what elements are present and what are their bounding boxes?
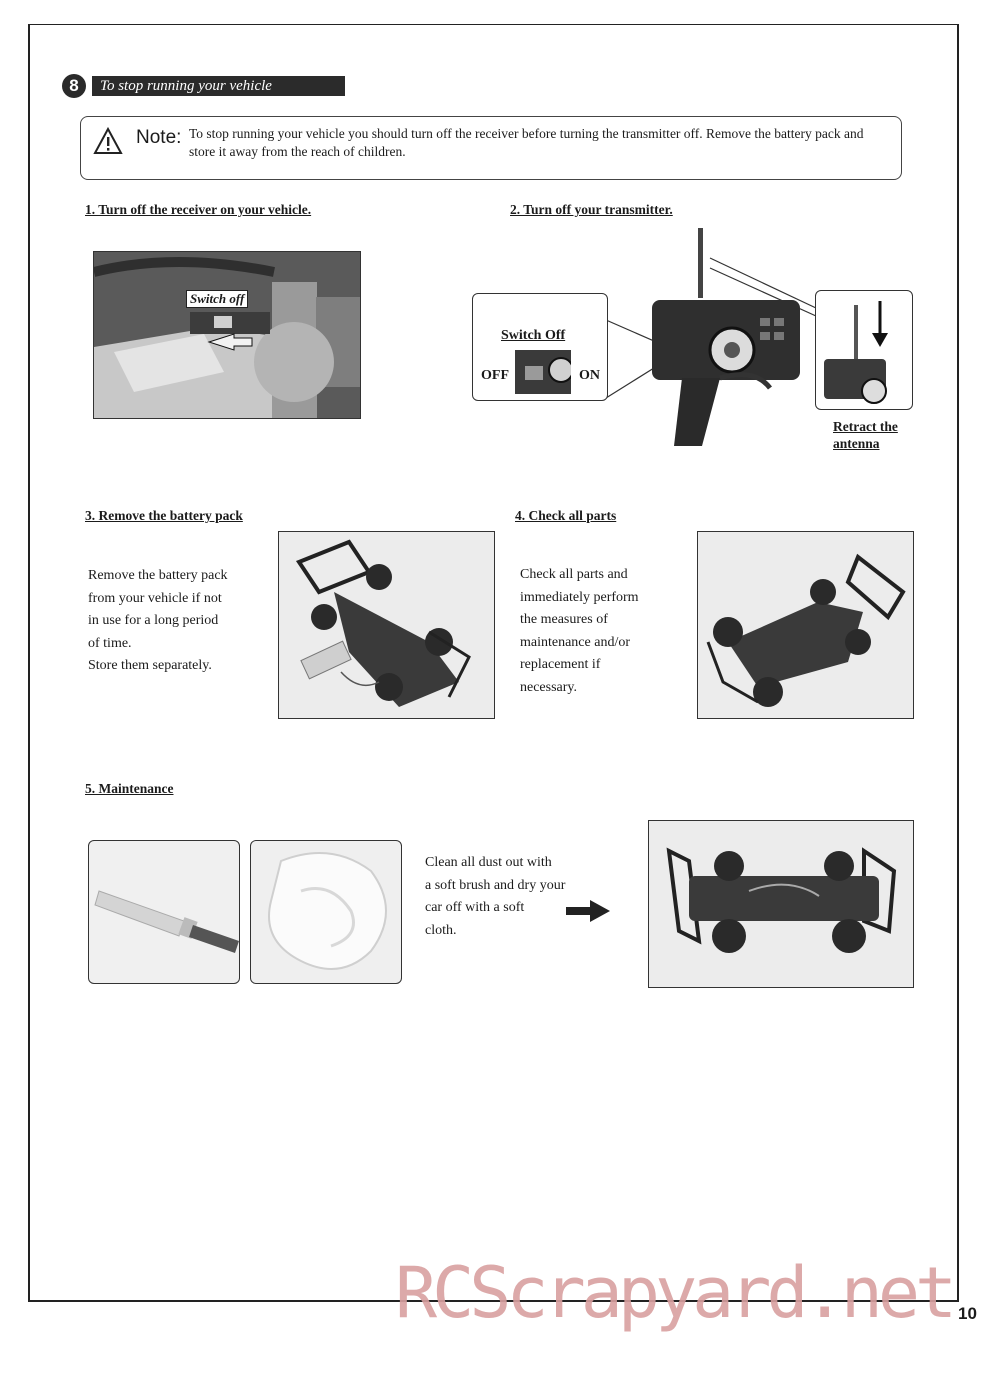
- note-box: [80, 116, 902, 180]
- brush-photo: [88, 840, 240, 984]
- on-label: ON: [579, 368, 600, 383]
- step5-text: [425, 852, 565, 942]
- page-number: 10: [958, 1304, 977, 1323]
- step3-text: [88, 565, 228, 678]
- check-parts-photo: [697, 531, 914, 719]
- step4-line: necessary.: [520, 679, 578, 695]
- switch-off-callout-title: Switch Off: [501, 328, 566, 343]
- note-text: To stop running your vehicle you should turn off the receiver before turning the transmitter off. Remove the battery pack and store it away from the reach of children.: [189, 126, 864, 159]
- step4-title: 4. Check all parts: [515, 508, 617, 523]
- step5-line: a soft brush and dry your: [425, 877, 566, 893]
- step4-line: maintenance and/or: [520, 634, 631, 650]
- section-title: To stop running your vehicle: [92, 76, 345, 96]
- antenna-retract-graphic: [816, 291, 913, 410]
- step4-line: Check all parts and: [520, 567, 628, 582]
- buggy-battery-art: [279, 532, 495, 719]
- watermark: RCScrapyard.net: [395, 1252, 953, 1334]
- step5-line: car off with a soft: [425, 900, 525, 915]
- antenna-callout: [815, 290, 913, 410]
- step4-text: [520, 564, 639, 699]
- step5-title: 5. Maintenance: [85, 781, 174, 796]
- retract-antenna-label-line2: antenna: [833, 436, 880, 451]
- receiver-photo-art: [94, 252, 361, 419]
- buggy-check-art: [698, 532, 914, 719]
- battery-removal-photo: [278, 531, 495, 719]
- step3-line: in use for a long period: [88, 613, 219, 628]
- off-label: OFF: [481, 368, 509, 383]
- cloth-photo: [250, 840, 402, 984]
- step3-line: Remove the battery pack: [88, 568, 228, 583]
- note-label: Note:: [136, 127, 182, 148]
- step3-title: 3. Remove the battery pack: [85, 508, 243, 523]
- section-number-badge: 8: [62, 74, 86, 98]
- power-switch-graphic: [515, 350, 571, 394]
- receiver-switch-photo: [93, 251, 361, 419]
- clean-car-photo: [648, 820, 914, 988]
- step1-title: 1. Turn off the receiver on your vehicle.: [85, 202, 312, 217]
- warning-icon: [93, 127, 123, 155]
- step5-line: Clean all dust out with: [425, 855, 552, 870]
- step3-line: of time.: [88, 635, 132, 651]
- switch-off-photo-label: Switch off: [186, 290, 248, 308]
- step3-line: from your vehicle if not: [88, 590, 222, 606]
- switch-off-callout: [472, 293, 608, 401]
- step3-line: Store them separately.: [88, 658, 212, 673]
- arrow-right-icon: [566, 900, 610, 922]
- brush-art: [89, 841, 240, 984]
- step2-title: 2. Turn off your transmitter.: [510, 202, 673, 217]
- clean-car-art: [649, 821, 914, 988]
- step5-line: cloth.: [425, 922, 457, 938]
- step4-line: replacement if: [520, 657, 601, 672]
- step4-line: immediately perform: [520, 589, 639, 605]
- retract-antenna-label-line1: Retract the: [833, 419, 898, 434]
- step4-line: the measures of: [520, 612, 608, 627]
- cloth-art: [251, 841, 402, 984]
